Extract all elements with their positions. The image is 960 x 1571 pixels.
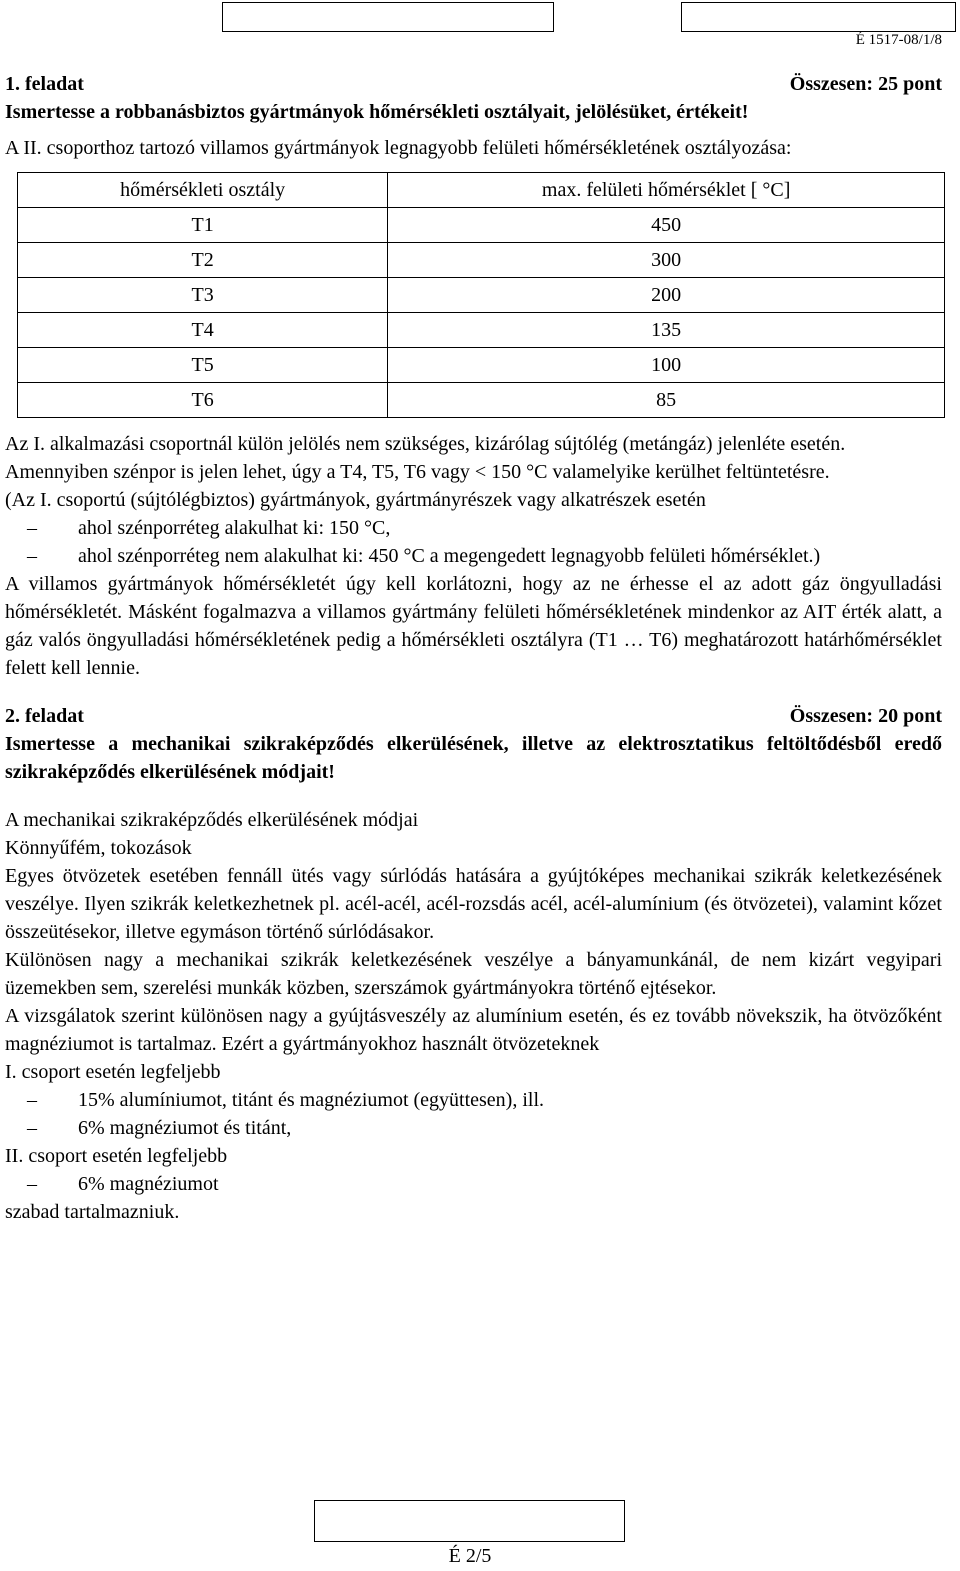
task1-paragraph-1: Az I. alkalmazási csoportnál külön jelölés nem szükséges, kizárólag sújtólég (metángáz) jelenléte esetén. <box>5 433 846 455</box>
task2-closing: szabad tartalmazniuk. <box>5 1201 180 1223</box>
task2-group2-label: II. csoport esetén legfeljebb <box>5 1145 228 1167</box>
top-left-box <box>222 2 554 32</box>
list-item: – 15% alumíniumot, titánt és magnéziumot (együttesen), ill. <box>5 1086 942 1114</box>
table-cell-temp: 300 <box>388 243 945 278</box>
task2-points: Összesen: 20 pont <box>789 705 942 727</box>
top-right-box <box>681 2 956 32</box>
list-item: – 6% magnéziumot és titánt, <box>5 1114 942 1142</box>
page-number: É 2/5 <box>448 1545 492 1567</box>
task2-subtitle: A mechanikai szikraképződés elkerülésének módjai <box>5 809 419 831</box>
table-header-class: hőmérsékleti osztály <box>18 173 388 208</box>
table-row <box>18 208 945 243</box>
bottom-box <box>314 1500 625 1542</box>
table-cell-class: T3 <box>18 278 388 313</box>
table-cell-class: T4 <box>18 313 388 348</box>
task1-paragraph-4: A villamos gyártmányok hőmérsékletét úgy kell korlátozni, hogy az ne érhesse el az adott gáz öngyulladási hőmérsékletét. Másként fogalmazva a villamos gyártmány felületi hőmérsékletének mindenkor az AIT érték alatt, a gáz valós öngyulladási hőmérsékletének pedig a hőmérsékleti osztályra (T1 … T6) meghatározott határhőmérséklet felett kell lennie. <box>5 573 942 679</box>
task2-paragraph-1: Egyes ötvözetek esetében fennáll ütés vagy súrlódás hatására a gyújtóképes mechanikai szikrák keletkezésének veszélye. Ilyen szikrák keletkezhetnek pl. acél-acél, acél-rozsdás acél, acél-alumínium (és ötvözetei), valamint kőzet összeütésekor, illetve egymáson történő súrlódásakor. <box>5 865 942 943</box>
task2-group2-list <box>5 1170 942 1198</box>
task1-header <box>5 70 942 98</box>
task2-question: Ismertesse a mechanikai szikraképződés elkerülésének, illetve az elektrosztatikus feltöltődésből eredő szikraképződés elkerülésének módjait! <box>5 733 942 783</box>
table-cell-temp: 200 <box>388 278 945 313</box>
task2-group1-list <box>5 1086 942 1142</box>
table-cell-temp: 450 <box>388 208 945 243</box>
task1-title: 1. feladat <box>5 73 84 95</box>
table-header-temp: max. felületi hőmérséklet [ °C] <box>388 173 945 208</box>
table-cell-temp: 135 <box>388 313 945 348</box>
document-body <box>5 70 942 1226</box>
task2-paragraph-3: A vizsgálatok szerint különösen nagy a gyújtásveszély az alumínium esetén, és ez tovább növekszik, ha ötvözőként magnéziumot is tartalmaz. Ezért a gyártmányokhoz használt ötvözeteknek <box>5 1005 942 1055</box>
task1-question: Ismertesse a robbanásbiztos gyártmányok hőmérsékleti osztályait, jelölésüket, értékeit! <box>5 101 749 123</box>
task1-paragraph-3: (Az I. csoportú (sújtólégbiztos) gyártmányok, gyártmányrészek vagy alkatrészek esetén <box>5 489 706 511</box>
list-item: – ahol szénporréteg alakulhat ki: 150 °C, <box>5 514 942 542</box>
table-header-row <box>18 173 945 208</box>
list-item: – 6% magnéziumot <box>5 1170 942 1198</box>
task2-group1-label: I. csoport esetén legfeljebb <box>5 1061 221 1083</box>
list-item: – ahol szénporréteg nem alakulhat ki: 450 °C a megengedett legnagyobb felületi hőmérséklet.) <box>5 542 942 570</box>
temperature-class-table <box>17 172 945 418</box>
table-row <box>18 348 945 383</box>
table-cell-class: T2 <box>18 243 388 278</box>
task1-intro: A II. csoporthoz tartozó villamos gyártmányok legnagyobb felületi hőmérsékletének osztályozása: <box>5 137 792 159</box>
task1-points: Összesen: 25 pont <box>789 73 942 95</box>
task2-paragraph-2: Különösen nagy a mechanikai szikrák keletkezésének veszélye a bányamunkánál, de nem kizárt vegyipari üzemekben sem, szerelési munkák közben, szerszámok gyártmányokra történő ejtésekor. <box>5 949 942 999</box>
table-row <box>18 313 945 348</box>
table-row <box>18 243 945 278</box>
task2-header <box>5 702 942 730</box>
table-cell-class: T6 <box>18 383 388 418</box>
document-code: É 1517-08/1/8 <box>855 32 942 48</box>
table-cell-temp: 85 <box>388 383 945 418</box>
table-row <box>18 278 945 313</box>
table-cell-class: T5 <box>18 348 388 383</box>
task1-bullet-list <box>5 514 942 570</box>
table-row <box>18 383 945 418</box>
table-cell-temp: 100 <box>388 348 945 383</box>
task1-paragraph-2: Amennyiben szénpor is jelen lehet, úgy a T4, T5, T6 vagy < 150 °C valamelyike kerülhet feltüntetésre. <box>5 461 830 483</box>
table-cell-class: T1 <box>18 208 388 243</box>
task2-subsubtitle: Könnyűfém, tokozások <box>5 837 192 859</box>
task2-title: 2. feladat <box>5 705 84 727</box>
